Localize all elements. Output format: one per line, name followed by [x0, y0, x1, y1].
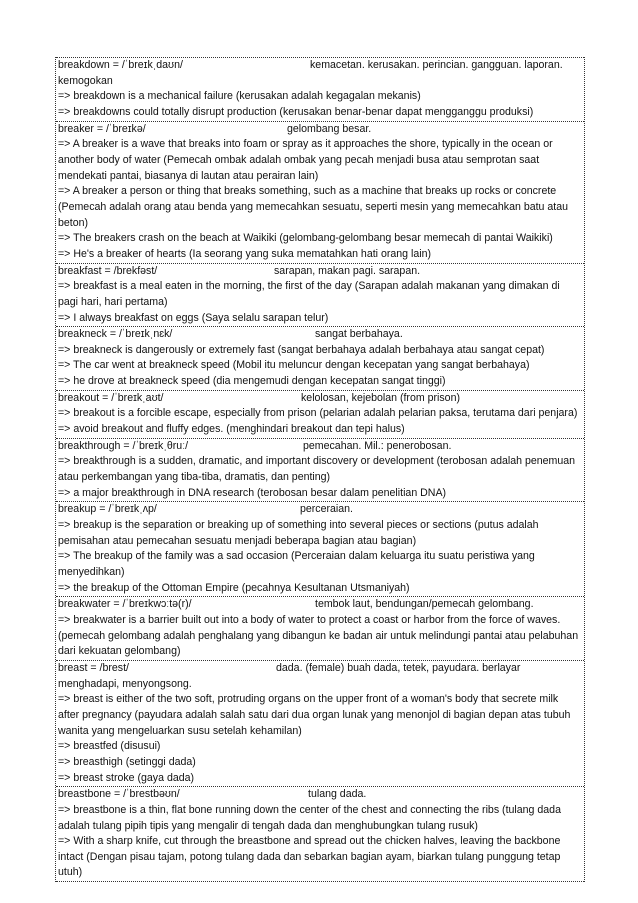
- entry-headword-line: [58, 58, 582, 89]
- entry-example-line: => the breakup of the Ottoman Empire (pecahnya Kesultanan Utsmaniyah): [58, 581, 410, 594]
- entry-headword-line: [58, 661, 582, 692]
- entry-example-line: => breakwater is a barrier built out into a body of water to protect a coast or harbor from the force of waves. (pemecah gelombang adalah penghalang yang dibangun ke badan air untuk melindungi pantai atau pelabuhan dari kekuatan gelombang): [58, 613, 579, 658]
- entry-meaning: gelombang besar.: [287, 122, 372, 135]
- entry-example-line: => He's a breaker of hearts (Ia seorang yang suka mematahkan hati orang lain): [58, 247, 432, 260]
- dictionary-entry: [56, 660, 584, 786]
- entry-example-line: => A breaker is a wave that breaks into foam or spray as it approaches the shore, typically in the ocean or another body of water (Pemecah ombak adalah ombak yang pecah menjadi busa atau semprotan saat mendekati pantai, biasanya di lautan atau perairan lain): [58, 138, 553, 182]
- entry-example-line: => breakdown is a mechanical failure (kerusakan adalah kegagalan mekanis): [58, 90, 421, 103]
- entry-example-line: => a major breakthrough in DNA research (terobosan besar dalam penelitian DNA): [58, 486, 447, 499]
- entry-term: breakwater = /ˈbreɪkwɔːtə(r)/: [58, 598, 192, 611]
- entry-example-line: => breakthrough is a sudden, dramatic, and important discovery or development (terobosan adalah penemuan atau perkembangan yang tiba-tiba, dramatis, dan penting): [58, 455, 576, 484]
- dictionary-entry: [56, 438, 584, 502]
- entry-headword-line: [58, 391, 582, 407]
- entry-example-line: => breakdowns could totally disrupt production (kerusakan benar-benar dapat mengganggu produksi): [58, 105, 534, 118]
- dictionary-entry: [56, 501, 584, 596]
- entry-meaning: pemecahan. Mil.: penerobosan.: [303, 439, 452, 452]
- dictionary-entry: [56, 326, 584, 390]
- dictionary-document: [55, 57, 585, 882]
- entry-meaning: kelolosan, kejebolan (from prison): [301, 391, 460, 404]
- entry-term: breakout = /ˈbreɪkˌaʊt/: [58, 391, 164, 404]
- dictionary-entry: [56, 121, 584, 263]
- entry-example-line: => I always breakfast on eggs (Saya selalu sarapan telur): [58, 311, 329, 324]
- entry-example-line: => A breaker a person or thing that breaks something, such as a machine that breaks up rocks or concrete (Pemecah adalah orang atau benda yang memecahkan sesuatu, seperti mesin yang memecahkan batu atau beton): [58, 185, 569, 229]
- entry-term: breakthrough = /ˈbreɪkˌθruː/: [58, 439, 189, 452]
- dictionary-entry: [56, 786, 584, 882]
- entry-example-line: => breakup is the separation or breaking up of something into several pieces or sections (putus adalah pemisahan atau pemecahan sesuatu menjadi beberapa bagian atau bagian): [58, 519, 539, 547]
- entry-example-line: => breast stroke (gaya dada): [58, 771, 195, 784]
- entry-example-line: => avoid breakout and fluffy edges. (menghindari breakout dan tepi halus): [58, 423, 405, 436]
- entry-example-line: => breakfast is a meal eaten in the morning, the first of the day (Sarapan adalah makanan yang dimakan di pagi hari, hari pertama): [58, 280, 560, 308]
- entry-example-line: => breakneck is dangerously or extremely fast (sangat berbahaya adalah berbahaya atau sangat cepat): [58, 343, 545, 356]
- entry-example-line: => The breakup of the family was a sad occasion (Perceraian dalam keluarga itu suatu peristiwa yang menyedihkan): [58, 550, 535, 578]
- entry-example-line: => breastfed (disusui): [58, 740, 161, 753]
- entry-meaning: kemacetan. kerusakan. perincian. gangguan. laporan. kemogokan: [58, 59, 563, 87]
- entry-example-line: => breasthigh (setinggi dada): [58, 755, 196, 768]
- entry-meaning: sangat berbahaya.: [315, 328, 403, 341]
- entry-example-line: => breastbone is a thin, flat bone running down the center of the chest and connecting the ribs (tulang dada adalah tulang pipih tipis yang mengalir di tengah dada dan menghubungkan tulang rusuk): [58, 803, 561, 832]
- entry-term: breaker = /ˈbreɪkə/: [58, 122, 146, 135]
- entry-example-line: => With a sharp knife, cut through the breastbone and spread out the chicken halves, leaving the backbone intact (Dengan pisau tajam, potong tulang dada dan sebarkan bagian ayam, biarkan tulang punggung tetap utuh): [58, 835, 561, 879]
- entry-headword-line: [58, 327, 582, 343]
- entry-term: breakneck = /ˈbreɪkˌnɛk/: [58, 328, 173, 341]
- entry-example-line: => breast is either of the two soft, protruding organs on the upper front of a woman's body that secrete milk after pregnancy (payudara adalah salah satu dari dua organ lunak yang menonjol di bagian depan atas tubuh wanita yang mengeluarkan susu setelah kehamilan): [58, 693, 571, 737]
- entry-headword-line: [58, 597, 582, 613]
- entry-term: breakup = /ˈbreɪkˌʌp/: [58, 503, 157, 516]
- entry-headword-line: [58, 502, 582, 518]
- dictionary-entry: [56, 57, 584, 121]
- entry-headword-line: [58, 787, 582, 803]
- entry-example-line: => The car went at breakneck speed (Mobil itu meluncur dengan kecepatan yang sangat berbahaya): [58, 359, 530, 372]
- entry-meaning: dada. (female) buah dada, tetek, payudara. berlayar menghadapi, menyongsong.: [58, 661, 521, 690]
- entry-meaning: tulang dada.: [308, 788, 367, 801]
- entry-term: breakfast = /brekfəst/: [58, 264, 158, 277]
- entry-example-line: => breakout is a forcible escape, especially from prison (pelarian adalah pelarian paksa, terutama dari penjara): [58, 407, 578, 420]
- dictionary-entry: [56, 596, 584, 660]
- dictionary-entry: [56, 263, 584, 327]
- entry-example-line: => he drove at breakneck speed (dia mengemudi dengan kecepatan sangat tinggi): [58, 375, 446, 388]
- entry-example-line: => The breakers crash on the beach at Waikiki (gelombang-gelombang besar memecah di pantai Waikiki): [58, 232, 553, 245]
- entry-term: breakdown = /ˈbreɪkˌdaʊn/: [58, 59, 183, 71]
- entry-headword-line: [58, 122, 582, 138]
- dictionary-entry: [56, 390, 584, 438]
- entry-meaning: perceraian.: [300, 503, 353, 516]
- entry-meaning: sarapan, makan pagi. sarapan.: [274, 264, 421, 277]
- entry-meaning: tembok laut, bendungan/pemecah gelombang.: [315, 598, 534, 611]
- entry-term: breastbone = /ˈbrestbəʊn/: [58, 788, 180, 801]
- entry-term: breast = /brest/: [58, 661, 129, 674]
- entry-headword-line: [58, 439, 582, 455]
- entry-headword-line: [58, 264, 582, 280]
